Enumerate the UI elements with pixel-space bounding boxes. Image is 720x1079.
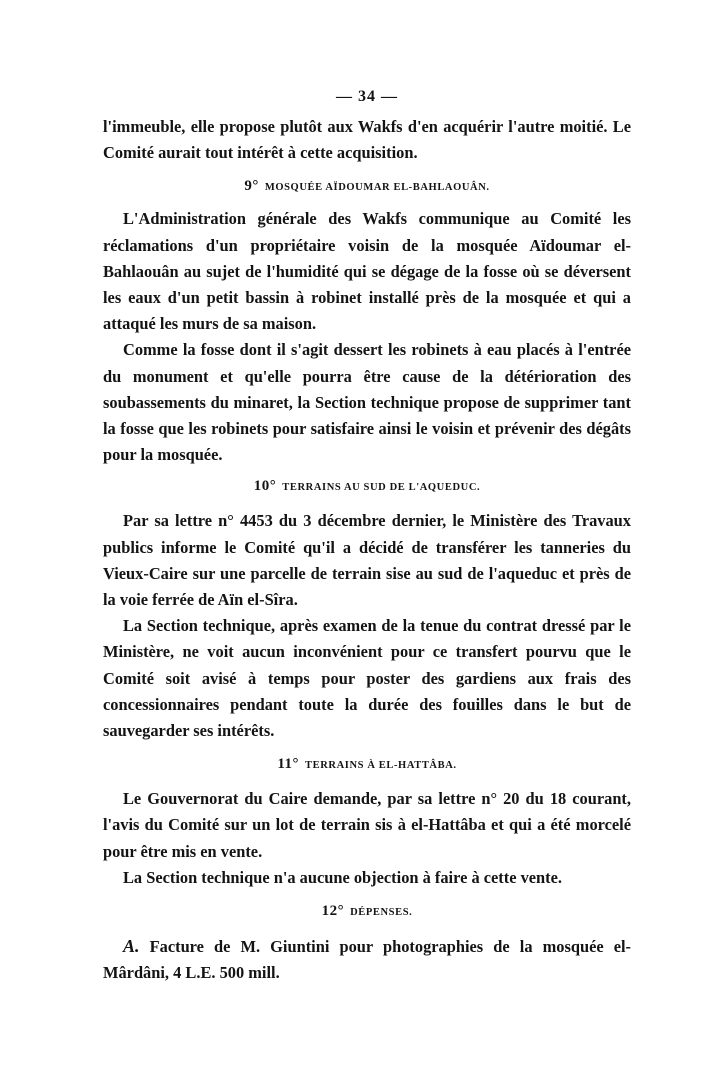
section-number: 10° [253,478,277,495]
paragraph: L'Administration générale des Wakfs communique au Comité les réclamations d'un propriétaire voisin de la mosquée Aïdoumar el-Bahlaouân au sujet de l'humidité qui se dégage de la fosse où se déversent les eaux d'un petit bassin à robinet installé près de la mosquée et qui a attaqué les murs de sa maison. [103,209,631,334]
section-title: TERRAINS À EL-HATTÂBA. [305,760,457,772]
paragraph: Le Gouvernorat du Caire demande, par sa lettre n° 20 du 18 courant, l'avis du Comité sur un lot de terrain sis à el-Hattâba et qui a été morcelé pour être mis en vente. [103,789,631,861]
section-heading-11 [103,754,631,776]
section-heading-9 [103,176,631,198]
section-number: 9° [244,178,259,195]
section-number: 12° [321,903,345,920]
section-title: TERRAINS AU SUD DE L'AQUEDUC. [282,482,481,494]
section-number: 11° [277,756,300,773]
paragraph: Par sa lettre n° 4453 du 3 décembre dernier, le Ministère des Travaux publics informe le Comité qu'il a décidé de transférer les tanneries du Vieux-Caire sur une parcelle de terrain sise au sud de l'aqueduc et près de la voie ferrée de Aïn el-Sîra. [103,511,631,610]
paragraph: La Section technique n'a aucune objection à faire à cette vente. [123,867,563,887]
paragraph: La Section technique, après examen de la tenue du contrat dressé par le Ministère, ne voit aucun inconvénient pour ce transfert pourvu que le Comité soit avisé à temps pour poster des gardiens aux frais des concessionnaires pendant toute la durée des fouilles dans le but de sauvegarder ses intérêts. [103,616,631,741]
section-title: MOSQUÉE AÏDOUMAR EL-BAHLAOUÂN. [264,182,490,194]
expense-letter: A. [123,936,140,957]
paragraph: Comme la fosse dont il s'agit dessert les robinets à eau placés à l'entrée du monument et qu'elle pourra être cause de la détérioration des soubassements du minaret, la Section technique propose de supprimer tant la fosse que les robinets pour satisfaire ainsi le voisin et prévenir des dégâts pour la mosquée. [103,340,631,465]
intro-paragraph: l'immeuble, elle propose plutôt aux Wakfs d'en acquérir l'autre moitié. Le Comité aurait tout intérêt à cette acquisition. [103,117,631,163]
page-number: — 34 — [336,88,398,105]
section-heading-10 [103,476,631,498]
section-heading-12 [103,901,631,923]
document-page [103,86,631,986]
expense-item [103,933,631,986]
expense-text: Facture de M. Giuntini pour photographies de la mosquée el-Mârdâni, 4 L.E. 500 mill. [103,937,631,983]
section-title: DÉPENSES. [350,907,413,919]
